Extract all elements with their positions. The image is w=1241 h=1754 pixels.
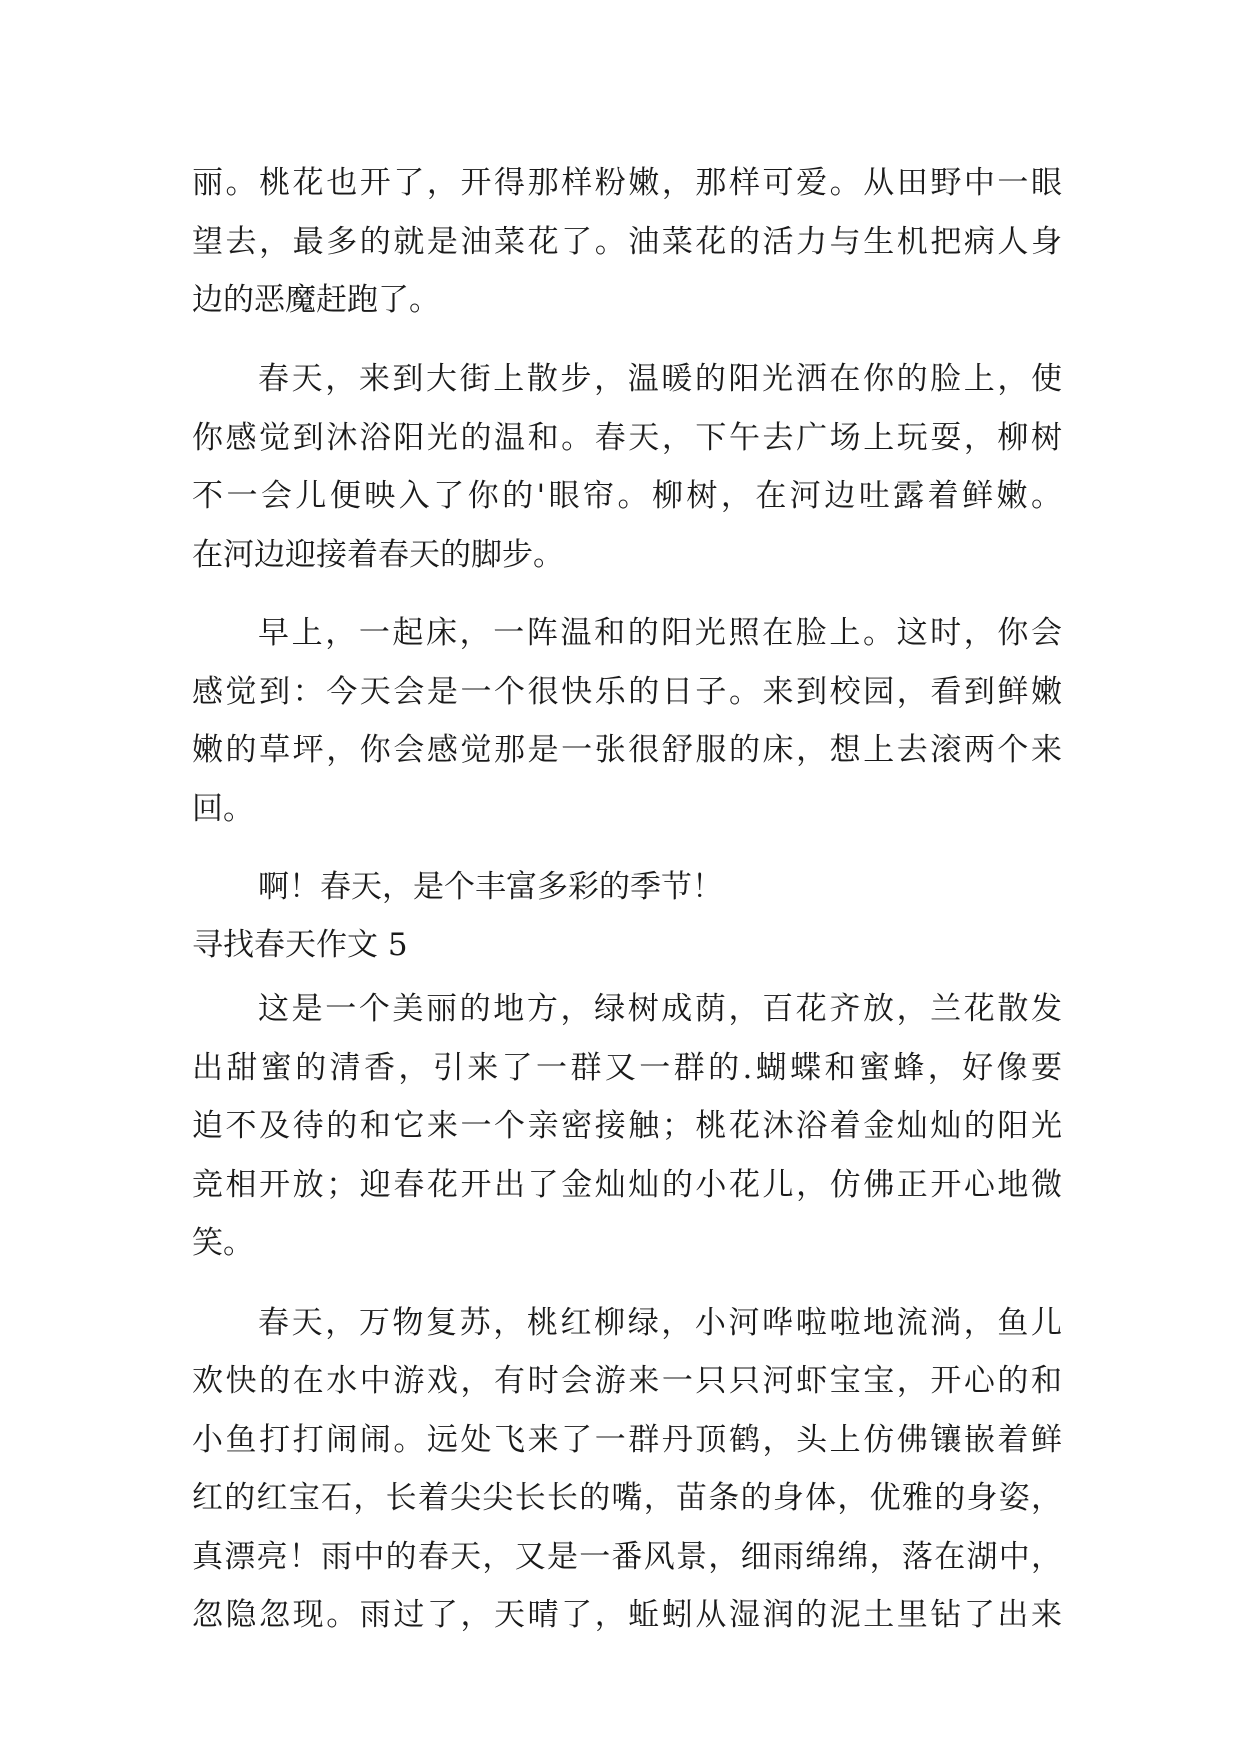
paragraph-line: 嫩的草坪，你会感觉那是一张很舒服的床，想上去滚两个来 xyxy=(192,732,1062,768)
paragraph-line: 忽隐忽现。雨过了，天晴了，蚯蚓从湿润的泥土里钻了出来 xyxy=(192,1597,1062,1633)
paragraph-line: 春天，来到大街上散步，温暖的阳光洒在你的脸上，使 xyxy=(258,361,1062,397)
paragraph-line: 迫不及待的和它来一个亲密接触；桃花沐浴着金灿灿的阳光 xyxy=(192,1108,1062,1144)
section-heading: 寻找春天作文 5 xyxy=(192,927,408,963)
paragraph-line: 感觉到：今天会是一个很快乐的日子。来到校园，看到鲜嫩 xyxy=(192,674,1062,710)
paragraph-line: 笑。 xyxy=(192,1225,254,1261)
paragraph-line: 真漂亮！雨中的春天，又是一番风景，细雨绵绵，落在湖中， xyxy=(192,1539,1062,1575)
paragraph-line: 这是一个美丽的地方，绿树成荫，百花齐放，兰花散发 xyxy=(258,991,1062,1027)
paragraph-line: 啊！春天，是个丰富多彩的季节！ xyxy=(258,869,723,905)
paragraph-line: 边的恶魔赶跑了。 xyxy=(192,282,440,318)
paragraph-line: 在河边迎接着春天的脚步。 xyxy=(192,537,564,573)
paragraph-line: 红的红宝石，长着尖尖长长的嘴，苗条的身体，优雅的身姿， xyxy=(192,1480,1062,1516)
paragraph-line: 欢快的在水中游戏，有时会游来一只只河虾宝宝，开心的和 xyxy=(192,1363,1062,1399)
paragraph-line: 望去，最多的就是油菜花了。油菜花的活力与生机把病人身 xyxy=(192,224,1062,260)
paragraph-line: 不一会儿便映入了你的'眼帘。柳树，在河边吐露着鲜嫩。 xyxy=(192,478,1062,514)
paragraph-line: 早上，一起床，一阵温和的阳光照在脸上。这时，你会 xyxy=(258,615,1062,651)
paragraph-line: 你感觉到沐浴阳光的温和。春天，下午去广场上玩耍，柳树 xyxy=(192,420,1062,456)
paragraph-line: 春天，万物复苏，桃红柳绿，小河哗啦啦地流淌，鱼儿 xyxy=(258,1305,1062,1341)
paragraph-line: 丽。桃花也开了，开得那样粉嫩，那样可爱。从田野中一眼 xyxy=(192,165,1062,201)
paragraph-line: 出甜蜜的清香，引来了一群又一群的.蝴蝶和蜜蜂，好像要 xyxy=(192,1050,1062,1086)
paragraph-line: 回。 xyxy=(192,791,254,827)
paragraph-line: 小鱼打打闹闹。远处飞来了一群丹顶鹤，头上仿佛镶嵌着鲜 xyxy=(192,1422,1062,1458)
paragraph-line: 竞相开放；迎春花开出了金灿灿的小花儿，仿佛正开心地微 xyxy=(192,1167,1062,1203)
